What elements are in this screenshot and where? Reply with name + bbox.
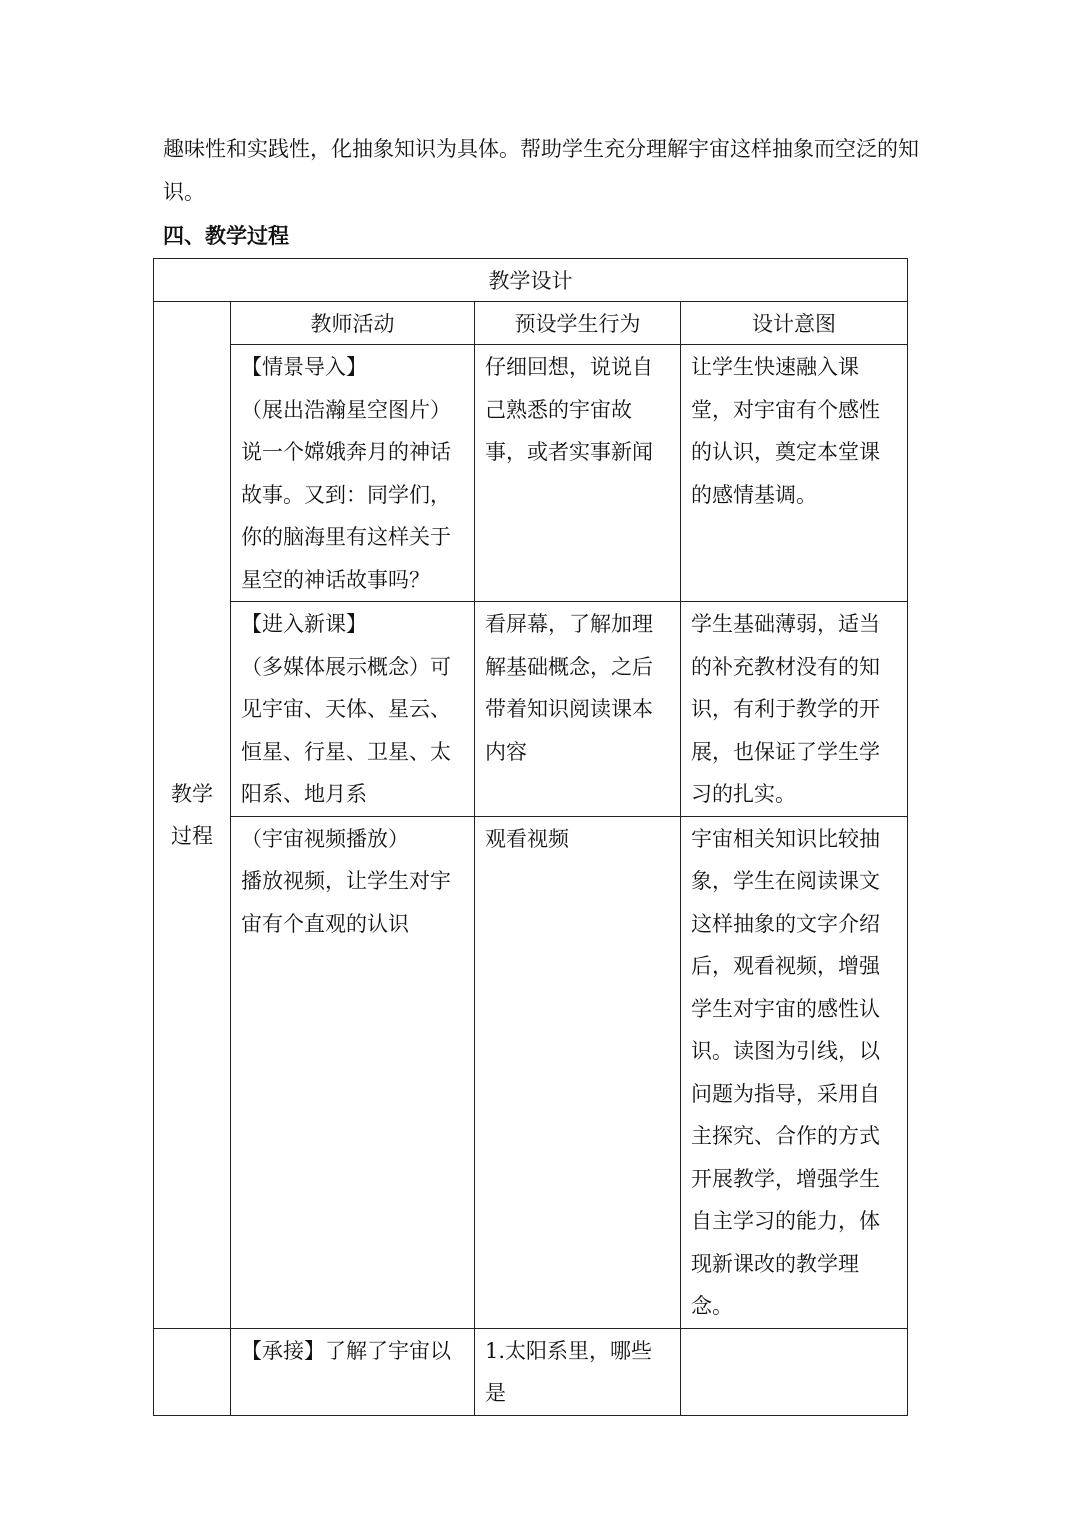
stage-label-line2: 过程 [171, 823, 213, 848]
student-text: 1.太阳系里，哪些是 [485, 1338, 653, 1405]
teacher-line: 恒星、行星、卫星、太 [241, 739, 451, 764]
student-cell [475, 602, 681, 817]
teaching-design-table [153, 258, 908, 1416]
teacher-line: 故事。又到：同学们， [241, 482, 451, 507]
table-row [154, 816, 908, 1328]
student-text: 看屏幕，了解加理解基础概念，之后带着知识阅读课本内容 [485, 612, 653, 764]
teacher-heading: 【进入新课】 [241, 612, 367, 636]
intent-text: 学生基础薄弱，适当的补充教材没有的知识，有利于教学的开展，也保证了学生学习的扎实。 [691, 612, 880, 806]
intent-cell [681, 816, 908, 1328]
table-row [154, 1328, 908, 1415]
teacher-line: 你的脑海里有这样关于 [241, 525, 451, 549]
intent-text: 让学生快速融入课堂，对宇宙有个感性的认识，奠定本堂课的感情基调。 [691, 355, 880, 507]
stage-cell-empty [154, 1328, 231, 1415]
student-text: 仔细回想，说说自己熟悉的宇宙故事，或者实事新闻 [485, 355, 653, 464]
student-text: 观看视频 [485, 826, 569, 851]
teacher-line: 宙有个直观的认识 [241, 911, 409, 936]
teacher-cell [231, 1328, 475, 1415]
teacher-heading: 【情景导入】 [241, 355, 367, 379]
header-student: 预设学生行为 [475, 302, 681, 345]
intro-paragraph: 趣味性和实践性，化抽象知识为具体。帮助学生充分理解宇宙这样抽象而空泛的知识。 [163, 137, 919, 204]
teacher-heading: 【承接】了解了宇宙以 [241, 1338, 451, 1363]
header-teacher: 教师活动 [231, 302, 475, 345]
teacher-heading: （宇宙视频播放） [241, 826, 409, 851]
teacher-line: 播放视频，让学生对宇 [241, 869, 451, 893]
teacher-cell [231, 816, 475, 1328]
intent-cell [681, 1328, 908, 1415]
teacher-line: 见宇宙、天体、星云、 [241, 697, 451, 721]
stage-cell [154, 302, 231, 1329]
intent-cell [681, 345, 908, 602]
teacher-cell [231, 345, 475, 602]
student-cell [475, 1328, 681, 1415]
table-row [154, 345, 908, 602]
teacher-line: 说一个嫦娥奔月的神话 [241, 440, 451, 464]
teacher-line: 星空的神话故事吗？ [241, 567, 430, 592]
table-row [154, 602, 908, 817]
stage-label-line1: 教学 [171, 781, 213, 806]
student-cell [475, 345, 681, 602]
student-cell [475, 816, 681, 1328]
intent-cell [681, 602, 908, 817]
teacher-line: 阳系、地月系 [241, 782, 367, 806]
teacher-line: （展出浩瀚星空图片） [241, 397, 451, 422]
intent-text [681, 1329, 907, 1330]
teacher-cell [231, 602, 475, 817]
header-intent: 设计意图 [681, 302, 908, 345]
teacher-line: （多媒体展示概念）可 [241, 654, 451, 679]
intent-text: 宇宙相关知识比较抽象，学生在阅读课文这样抽象的文字介绍后，观看视频，增强学生对宇宙的感性认识。读图为引线，以问题为指导，采用自主探究、合作的方式开展教学，增强学生自主学习的能力，体现新课改的教学理念。 [691, 826, 880, 1318]
section-heading: 四、教学过程 [163, 224, 289, 248]
table-title: 教学设计 [154, 259, 908, 302]
